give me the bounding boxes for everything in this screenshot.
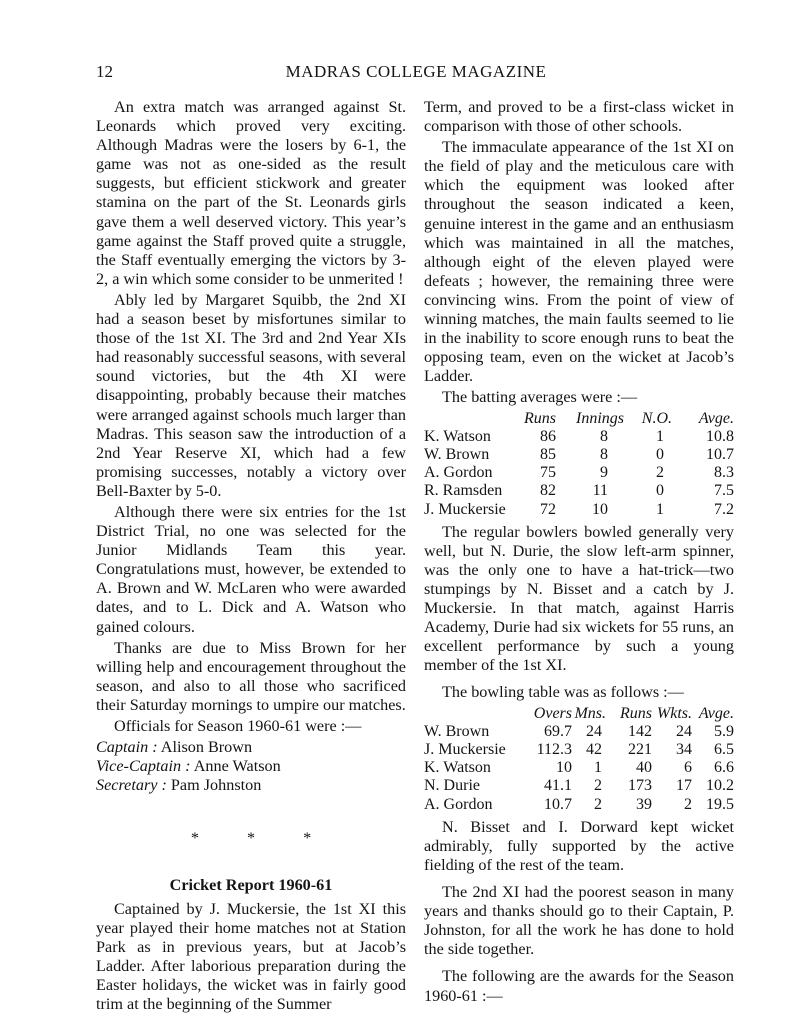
maidens-cell: 42 — [586, 740, 602, 758]
runs-cell: 221 — [628, 740, 652, 758]
innings-cell: 10 — [592, 500, 608, 518]
player-name: A. Gordon — [424, 795, 493, 813]
player-name: J. Muckersie — [424, 500, 506, 518]
runs-cell: 86 — [540, 427, 556, 445]
cricket-paragraph-term: Term, and proved to be a first-class wicket in comparison with those of other schools. — [424, 98, 734, 136]
hockey-paragraph-trials: Although there were six entries for the 1st District Trial, no one was selected for the Junior Midlands Team this year. Congratulations must, however, be extended to A. Brown and W. McLaren who were awarded dates, and to L. Dick and A. Watson who gained colours. — [96, 502, 406, 636]
official-role: Secretary : — [96, 776, 167, 795]
overs-cell: 10 — [556, 759, 572, 777]
runs-cell: 85 — [540, 445, 556, 463]
average-cell: 6.6 — [714, 759, 734, 777]
official-captain — [96, 738, 406, 757]
runs-cell: 40 — [636, 759, 652, 777]
column-header: Wkts. — [656, 704, 692, 722]
player-name: N. Durie — [424, 777, 480, 795]
average-cell: 7.2 — [714, 500, 734, 518]
wickets-cell: 17 — [676, 777, 692, 795]
wickets-cell: 2 — [684, 795, 692, 813]
average-cell: 6.5 — [714, 740, 734, 758]
player-name: J. Muckersie — [424, 740, 506, 758]
official-name: Alison Brown — [160, 738, 253, 757]
player-name: W. Brown — [424, 722, 490, 740]
table-header-row — [424, 705, 734, 723]
cricket-paragraph-bowlers: The regular bowlers bowled generally very well, but N. Durie, the slow left-arm spinner, was the only one to have a hat-trick—two stumpings by N. Bisset and a catch by J. Muckersie. In that match, against Harris Academy, Durie had six wickets for 55 runs, an excellent performance by such a young member of the 1st XI. — [424, 522, 734, 675]
runs-cell: 72 — [540, 500, 556, 518]
table-row — [424, 501, 734, 519]
table-row — [424, 796, 734, 814]
column-header: Avge. — [698, 704, 734, 722]
cricket-report-heading: Cricket Report 1960-61 — [169, 876, 333, 895]
officials-intro: Officials for Season 1960-61 were :— — [114, 717, 362, 735]
column-header: Mns. — [574, 704, 606, 722]
not-out-cell: 1 — [656, 500, 664, 518]
average-cell: 10.2 — [706, 777, 734, 795]
overs-cell: 41.1 — [544, 777, 572, 795]
cricket-paragraph-wicketkeepers: N. Bisset and I. Dorward kept wicket admirably, fully supported by the active fielding of the rest of the team. — [424, 817, 734, 874]
table-row — [424, 723, 734, 741]
average-cell: 7.5 — [714, 482, 734, 500]
magazine-title: MADRAS COLLEGE MAGAZINE — [285, 62, 547, 81]
section-divider-stars: * * * — [190, 829, 334, 848]
official-secretary — [96, 776, 406, 795]
runs-cell: 173 — [628, 777, 652, 795]
official-role: Captain : — [96, 738, 158, 757]
batting-intro: The batting averages were :— — [442, 388, 638, 407]
cricket-paragraph-2nd-xi: The 2nd XI had the poorest season in many years and thanks should go to their Captain, P. Johnston, for all the work he has done to hold the side together. — [424, 883, 734, 959]
average-cell: 8.3 — [714, 464, 734, 482]
table-row — [424, 759, 734, 777]
official-name: Pam Johnston — [170, 776, 262, 795]
wickets-cell: 24 — [676, 722, 692, 740]
page-header — [96, 62, 736, 86]
runs-cell: 39 — [636, 795, 652, 813]
official-vice-captain — [96, 757, 406, 776]
runs-cell: 142 — [628, 722, 652, 740]
average-cell: 19.5 — [706, 795, 734, 813]
player-name: W. Brown — [424, 445, 490, 463]
maidens-cell: 24 — [586, 722, 602, 740]
table-row — [424, 741, 734, 759]
player-name: R. Ramsden — [424, 482, 503, 500]
table-row — [424, 446, 734, 464]
overs-cell: 69.7 — [544, 722, 572, 740]
column-header: Runs — [620, 704, 652, 722]
maidens-cell: 1 — [594, 759, 602, 777]
overs-cell: 112.3 — [536, 740, 572, 758]
left-column — [96, 98, 406, 1016]
runs-cell: 82 — [540, 482, 556, 500]
hockey-paragraph-st-leonards: An extra match was arranged against St. Leonards which proved very exciting. Although Madras were the losers by 6-1, the game was not as one-sided as the result suggests, but efficient stickwork and greater stamina on the part of the St. Leonards girls gave them a well deserved victory. This year’s game against the Staff proved quite a struggle, the Staff eventually emerging the victors by 3-2, a win which some consider to be unmerited ! — [96, 98, 406, 288]
table-row — [424, 777, 734, 795]
column-header: Runs — [524, 409, 556, 427]
runs-cell: 75 — [540, 464, 556, 482]
bowling-intro: The bowling table was as follows :— — [442, 683, 684, 702]
table-header-row — [424, 410, 734, 428]
batting-averages-table — [424, 410, 734, 519]
average-cell: 10.7 — [706, 445, 734, 463]
not-out-cell: 0 — [656, 445, 664, 463]
player-name: K. Watson — [424, 759, 491, 777]
hockey-paragraph-thanks: Thanks are due to Miss Brown for her willing help and encouragement throughout the season, and also to all those who sacrificed their Saturday mornings to umpire our matches. — [96, 638, 406, 714]
cricket-paragraph-appearance: The immaculate appearance of the 1st XI on the field of play and the meticulous care with which the equipment was looked after throughout the season indicated a keen, genuine interest in the game and an enthusiasm which was maintained in all the matches, although eight of the eleven played were defeats ; however, the remaining three were convincing wins. From the point of view of winning matches, the main faults seemed to lie in the inability to score enough runs to beat the opposing team, even on the wicket at Jacob’s Ladder. — [424, 138, 734, 386]
column-header: N.O. — [641, 409, 672, 427]
page-number: 12 — [96, 62, 113, 81]
player-name: A. Gordon — [424, 464, 493, 482]
column-header: Overs — [533, 704, 572, 722]
innings-cell: 8 — [600, 427, 608, 445]
table-row — [424, 464, 734, 482]
column-header: Avge. — [698, 409, 734, 427]
cricket-paragraph-awards: The following are the awards for the Season 1960-61 :— — [424, 967, 734, 1005]
right-column — [424, 98, 734, 1008]
innings-cell: 11 — [592, 482, 608, 500]
hockey-paragraph-2nd-xi: Ably led by Margaret Squibb, the 2nd XI had a season beset by misfortunes similar to those of the 1st XI. The 3rd and 2nd Year XIs had reasonably successful seasons, with several sound victories, but the 4th XI were disappointing, probably because their matches were arranged against schools much larger than Madras. This season saw the introduction of a 2nd Year Reserve XI, which had a few promising successes, notably a victory over Bell-Baxter by 5-0. — [96, 290, 406, 500]
maidens-cell: 2 — [594, 795, 602, 813]
overs-cell: 10.7 — [544, 795, 572, 813]
player-name: K. Watson — [424, 427, 491, 445]
cricket-paragraph-intro: Captained by J. Muckersie, the 1st XI this year played their home matches not at Station Park as in previous years, but at Jacob’s Ladder. After laborious preparation during the Easter holidays, the wicket was in fairly good trim at the beginning of the Summer — [96, 899, 406, 1014]
innings-cell: 8 — [600, 445, 608, 463]
not-out-cell: 2 — [656, 464, 664, 482]
not-out-cell: 1 — [656, 427, 664, 445]
wickets-cell: 6 — [684, 759, 692, 777]
average-cell: 10.8 — [706, 427, 734, 445]
official-name: Anne Watson — [193, 757, 281, 776]
not-out-cell: 0 — [656, 482, 664, 500]
official-role: Vice-Captain : — [96, 757, 191, 776]
wickets-cell: 34 — [676, 740, 692, 758]
table-row — [424, 428, 734, 446]
innings-cell: 9 — [600, 464, 608, 482]
table-row — [424, 482, 734, 500]
bowling-table — [424, 705, 734, 814]
column-header: Innings — [576, 409, 624, 427]
average-cell: 5.9 — [714, 722, 734, 740]
maidens-cell: 2 — [594, 777, 602, 795]
